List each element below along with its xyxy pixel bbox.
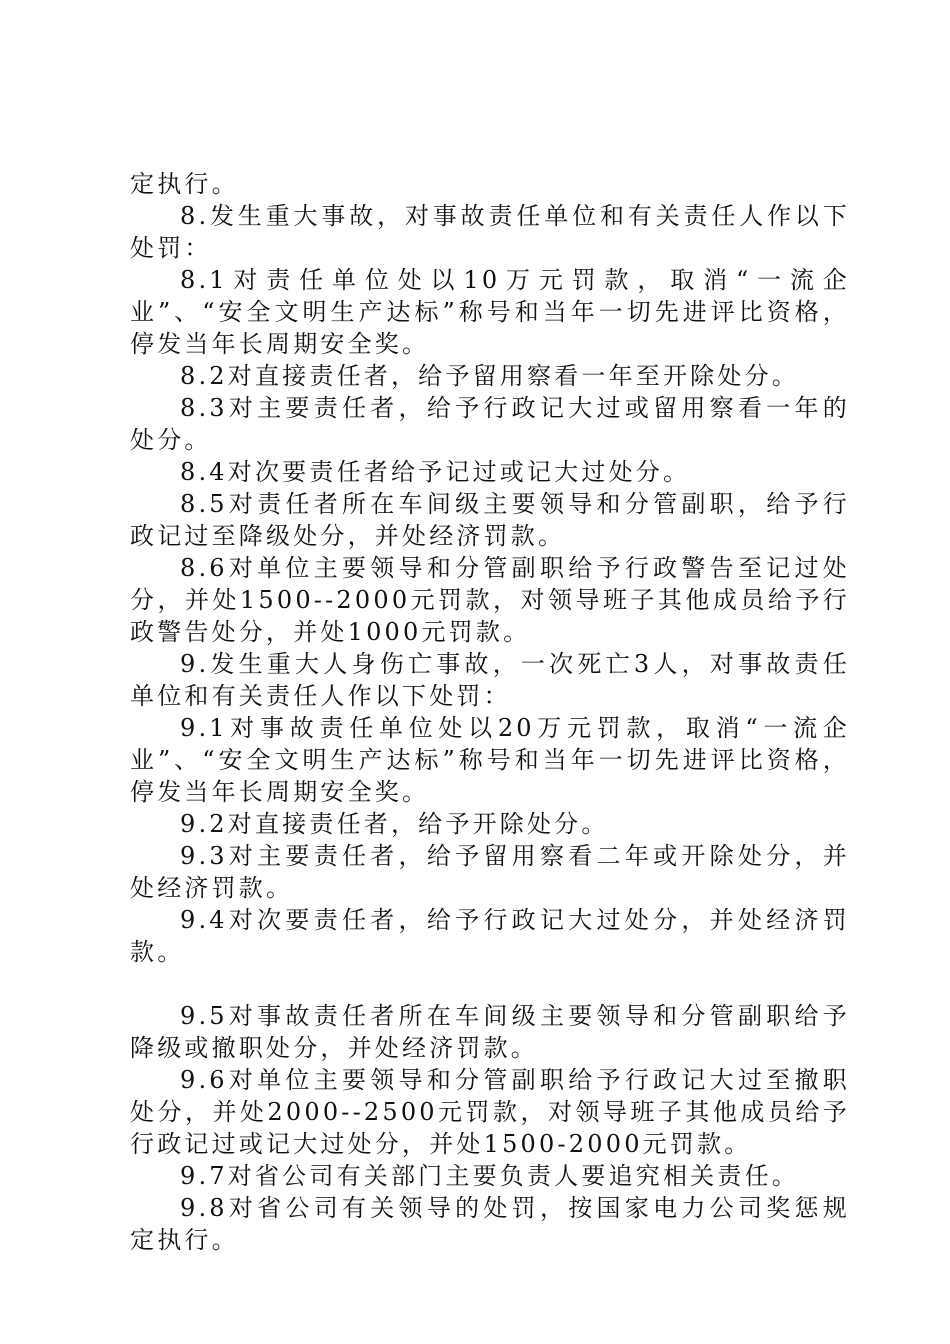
paragraph-8: 8.发生重大事故，对事故责任单位和有关责任人作以下处罚： bbox=[130, 202, 850, 262]
paragraph-9-8: 9.8对省公司有关领导的处罚，按国家电力公司奖惩规定执行。 bbox=[130, 1194, 850, 1254]
document-body bbox=[130, 168, 850, 1256]
paragraph-8-5: 8.5对责任者所在车间级主要领导和分管副职，给予行政记过至降级处分，并处经济罚款。 bbox=[130, 490, 850, 550]
paragraph-9-7: 9.7对省公司有关部门主要负责人要追究相关责任。 bbox=[180, 1162, 799, 1190]
paragraph-9-3: 9.3对主要责任者，给予留用察看二年或开除处分，并处经济罚款。 bbox=[130, 842, 850, 902]
paragraph-9-1: 9.1对事故责任单位处以20万元罚款，取消“一流企业”、“安全文明生产达标”称号和当年一切先进评比资格，停发当年长周期安全奖。 bbox=[130, 714, 850, 806]
paragraph-8-4: 8.4对次要责任者给予记过或记大过处分。 bbox=[180, 458, 691, 486]
paragraph-9-2: 9.2对直接责任者，给予开除处分。 bbox=[180, 810, 609, 838]
paragraph-8-6: 8.6对单位主要领导和分管副职给予行政警告至记过处分，并处1500--2000元罚款，对领导班子其他成员给予行政警告处分，并处1000元罚款。 bbox=[130, 554, 850, 646]
paragraph-9-6: 9.6对单位主要领导和分管副职给予行政记大过至撤职处分，并处2000--2500元罚款，对领导班子其他成员给予行政记过或记大过处分，并处1500-2000元罚款。 bbox=[130, 1066, 850, 1158]
paragraph-9: 9.发生重大人身伤亡事故，一次死亡3人，对事故责任单位和有关责任人作以下处罚： bbox=[130, 650, 850, 710]
paragraph-9-4: 9.4对次要责任者，给予行政记大过处分，并处经济罚款。 bbox=[130, 906, 850, 966]
paragraph-continuation: 定执行。 bbox=[130, 170, 239, 198]
paragraph-8-1: 8.1对责任单位处以10万元罚款，取消“一流企业”、“安全文明生产达标”称号和当年一切先进评比资格，停发当年长周期安全奖。 bbox=[130, 266, 850, 358]
paragraph-8-3: 8.3对主要责任者，给予行政记大过或留用察看一年的处分。 bbox=[130, 394, 850, 454]
paragraph-9-5: 9.5对事故责任者所在车间级主要领导和分管副职给予降级或撤职处分，并处经济罚款。 bbox=[130, 1002, 850, 1062]
paragraph-8-2: 8.2对直接责任者，给予留用察看一年至开除处分。 bbox=[180, 362, 799, 390]
